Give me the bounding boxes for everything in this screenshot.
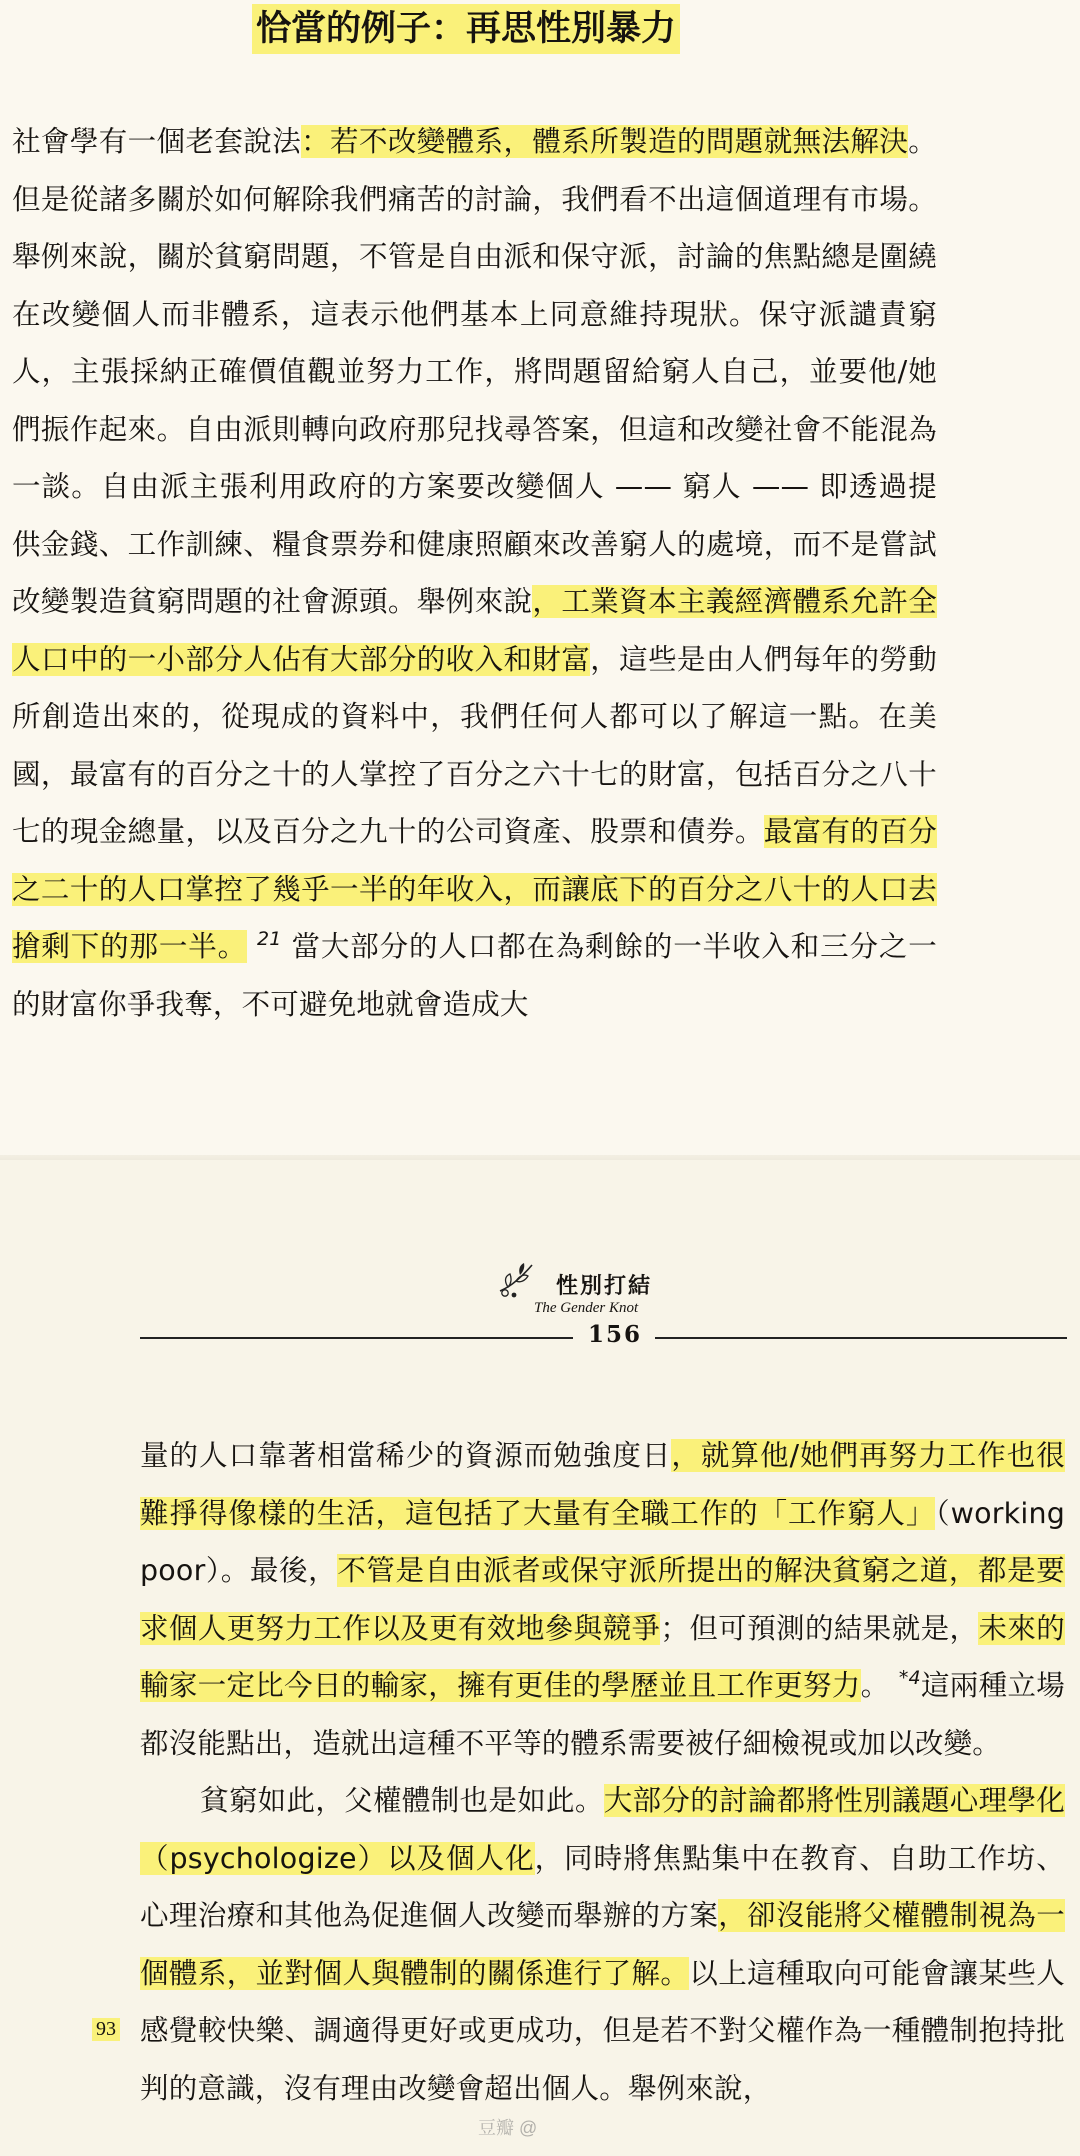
- bottom-text-block: [140, 1427, 1065, 2117]
- text-run: （working poor）。最後，: [140, 1496, 1066, 1587]
- paragraph-patriarchy: [140, 1772, 1065, 2117]
- book-title-en: The Gender Knot: [534, 1300, 639, 1316]
- leaf-branch-icon: [494, 1257, 538, 1301]
- highlighted-text: 不管是自由派者或保守派所提出的解決貧窮之道，都是要求個人更努力工作以及更有效地參與競爭: [140, 1554, 1065, 1645]
- footnote-ref[interactable]: *4: [898, 1667, 921, 1689]
- highlighted-text: 大部分的討論都將性別議題心理學化（psychologize）以及個人化: [140, 1784, 1065, 1875]
- header-rule-right: [655, 1337, 1067, 1339]
- highlighted-text: 未來的輸家一定比今日的輸家，擁有更佳的學歷並且工作更努力: [140, 1611, 1065, 1702]
- text-run: 。但是從諸多關於如何解除我們痛苦的討論，我們看不出這個道理有市場。舉例來說，關於貧窮問題，不管是自由派和保守派，討論的焦點總是圍繞在改變個人而非體系，這表示他們基本上同意維持現狀。保守派譴責窮人，主張採納正確價值觀並努力工作，將問題留給窮人自己，並要他/她們振作起來。自由派則轉向政府那兒找尋答案，但這和改變社會不能混為一談。自由派主張利用政府的方案要改變個人 —— 窮人 —— 即透過提供金錢、工作訓練、糧食票券和健康照顧來改善窮人的處境，而不是嘗試改變製造貧窮問題的社會源頭。舉例來說: [12, 125, 937, 618]
- text-run: ，同時將焦點集中在教育、自助工作坊、心理治療和其他為促進個人改變而舉辦的方案: [140, 1841, 1065, 1932]
- header-rule-left: [140, 1337, 573, 1339]
- margin-page-number: 93: [92, 2018, 120, 2041]
- page-number: 156: [587, 1321, 642, 1348]
- text-run: 貧窮如此，父權體制也是如此。: [200, 1784, 604, 1817]
- text-run: ；但可預測的結果就是，: [660, 1611, 979, 1645]
- highlighted-text: ：若不改變體系，體系所製造的問題就無法解決: [301, 125, 909, 158]
- text-run: 社會學有一個老套說法: [12, 125, 302, 158]
- highlighted-text: 最富有的百分之二十的人口掌控了幾乎一半的年收入，而讓底下的百分之八十的人口去搶剩下的那一半: [12, 815, 937, 963]
- text-run: ，這些是由人們每年的勞動所創造出來的，從現成的資料中，我們任何人都可以了解這一點。在美國，最富有的百分之十的人掌控了百分之六十七的財富，包括百分之八十七的現金總量，以及百分之九十的公司資產、股票和債券。: [12, 642, 937, 848]
- book-title-cn: 性別打結: [556, 1273, 653, 1299]
- highlighted-text: ，就算他/她們再努力工作也很難掙得像樣的生活，這包括了大量有全職工作的「工作窮人」: [140, 1439, 1065, 1530]
- text-run: 量的人口靠著相當稀少的資源而勉強度日: [140, 1439, 672, 1472]
- text-run: 以上這種取向可能會讓某些人感覺較快樂、調適得更好或更成功，但是若不對父權作為一種體制抱持批判的意識，沒有理由改變會超出個人。舉例來說，: [140, 1956, 1065, 2105]
- footnote-ref[interactable]: 21: [256, 928, 282, 950]
- running-header: [0, 1255, 1080, 1355]
- paragraph-poverty: [140, 1427, 1065, 1772]
- text-run: 這兩種立場都沒能點出，造就出這種不平等的體系需要被仔細檢視或加以改變。: [140, 1669, 1065, 1760]
- text-run: 當大部分的人口都在為剩餘的一半收入和三分之一的財富你爭我奪，不可避免地就會造成大: [12, 930, 937, 1021]
- watermark: 豆瓣 @: [478, 2118, 538, 2138]
- highlighted-text: 。: [217, 930, 247, 963]
- text-run: 。: [860, 1669, 890, 1702]
- highlighted-text: ，卻沒能將父權體制視為一個體系，並對個人與體制的關係進行了解。: [140, 1899, 1065, 1990]
- top-paragraph: [12, 113, 937, 1033]
- section-title: 恰當的例子：再思性別暴力: [252, 4, 680, 54]
- highlighted-text: ，工業資本主義經濟體系允許全人口中的一小部分人佔有大部分的收入和財富: [12, 585, 937, 676]
